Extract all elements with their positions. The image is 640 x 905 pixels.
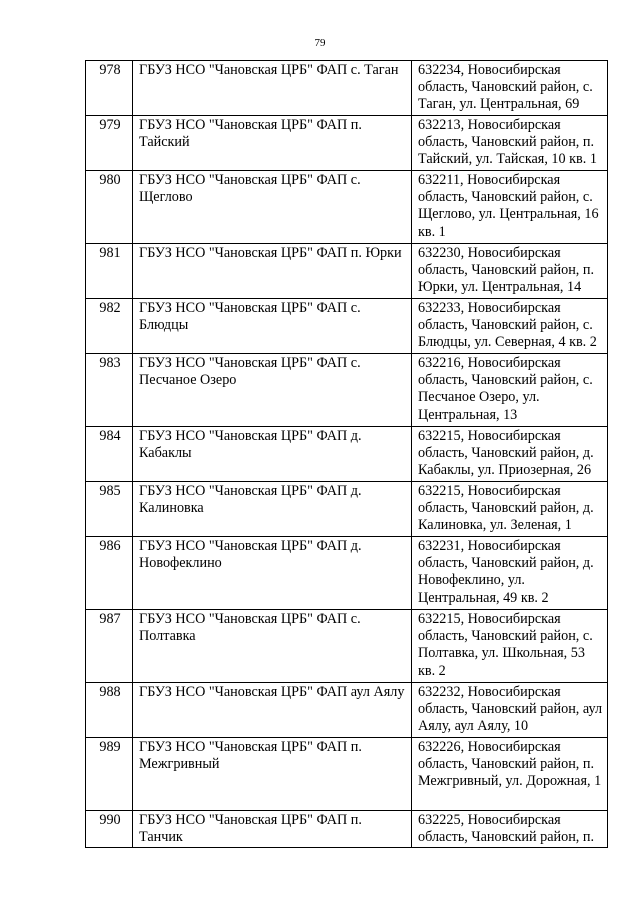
facility-name-cell: ГБУЗ НСО "Чановская ЦРБ" ФАП с. Блюдцы [133,299,412,354]
table-row [86,299,608,354]
facility-address-cell: 632233, Новосибирская область, Чановский район, с. Блюдцы, ул. Северная, 4 кв. 2 [412,299,608,354]
facility-address-cell: 632213, Новосибирская область, Чановский район, п. Тайский, ул. Тайская, 10 кв. 1 [412,116,608,171]
table-row [86,610,608,683]
row-number-cell: 987 [86,610,133,683]
row-number-cell: 981 [86,244,133,299]
table-row [86,116,608,171]
facility-address-cell: 632215, Новосибирская область, Чановский район, д. Кабаклы, ул. Приозерная, 26 [412,427,608,482]
facility-name-cell: ГБУЗ НСО "Чановская ЦРБ" ФАП с. Таган [133,61,412,116]
facility-address-cell: 632215, Новосибирская область, Чановский район, с. Полтавка, ул. Школьная, 53 кв. 2 [412,610,608,683]
facility-address-cell: 632234, Новосибирская область, Чановский район, с. Таган, ул. Центральная, 69 [412,61,608,116]
row-number-cell: 982 [86,299,133,354]
table-row [86,683,608,738]
table-row [86,171,608,244]
facility-name-cell: ГБУЗ НСО "Чановская ЦРБ" ФАП п. Юрки [133,244,412,299]
facility-address-cell: 632211, Новосибирская область, Чановский район, с. Щеглово, ул. Центральная, 16 кв. 1 [412,171,608,244]
page-number: 79 [314,37,326,49]
row-number-cell: 984 [86,427,133,482]
facility-address-cell: 632232, Новосибирская область, Чановский район, аул Аялу, аул Аялу, 10 [412,683,608,738]
facility-address-cell: 632231, Новосибирская область, Чановский район, д. Новофеклино, ул. Центральная, 49 кв. 2 [412,537,608,610]
facility-name-cell: ГБУЗ НСО "Чановская ЦРБ" ФАП д. Кабаклы [133,427,412,482]
facility-name-cell: ГБУЗ НСО "Чановская ЦРБ" ФАП д. Новофеклино [133,537,412,610]
facility-address-cell: 632216, Новосибирская область, Чановский район, с. Песчаное Озеро, ул. Центральная, 13 [412,354,608,427]
facility-name-cell: ГБУЗ НСО "Чановская ЦРБ" ФАП с. Щеглово [133,171,412,244]
row-number-cell: 989 [86,738,133,811]
table-row [86,244,608,299]
facility-name-cell: ГБУЗ НСО "Чановская ЦРБ" ФАП п. Межгривный [133,738,412,811]
facility-name-cell: ГБУЗ НСО "Чановская ЦРБ" ФАП с. Полтавка [133,610,412,683]
facility-name-cell: ГБУЗ НСО "Чановская ЦРБ" ФАП п. Тайский [133,116,412,171]
table-row [86,61,608,116]
table-row [86,354,608,427]
facility-table-body [86,61,608,848]
table-row [86,811,608,848]
row-number-cell: 985 [86,482,133,537]
facility-address-cell: 632226, Новосибирская область, Чановский район, п. Межгривный, ул. Дорожная, 1 [412,738,608,811]
row-number-cell: 978 [86,61,133,116]
row-number-cell: 986 [86,537,133,610]
table-row [86,427,608,482]
row-number-cell: 980 [86,171,133,244]
facility-name-cell: ГБУЗ НСО "Чановская ЦРБ" ФАП аул Аялу [133,683,412,738]
facility-address-cell: 632230, Новосибирская область, Чановский район, п. Юрки, ул. Центральная, 14 [412,244,608,299]
row-number-cell: 983 [86,354,133,427]
facility-name-cell: ГБУЗ НСО "Чановская ЦРБ" ФАП п. Танчик [133,811,412,848]
row-number-cell: 988 [86,683,133,738]
row-number-cell: 990 [86,811,133,848]
table-row [86,738,608,811]
facility-address-cell: 632225, Новосибирская область, Чановский район, п. [412,811,608,848]
facility-name-cell: ГБУЗ НСО "Чановская ЦРБ" ФАП д. Калиновка [133,482,412,537]
row-number-cell: 979 [86,116,133,171]
facility-name-cell: ГБУЗ НСО "Чановская ЦРБ" ФАП с. Песчаное Озеро [133,354,412,427]
table-row [86,537,608,610]
facility-table [85,60,608,848]
table-row [86,482,608,537]
facility-address-cell: 632215, Новосибирская область, Чановский район, д. Калиновка, ул. Зеленая, 1 [412,482,608,537]
